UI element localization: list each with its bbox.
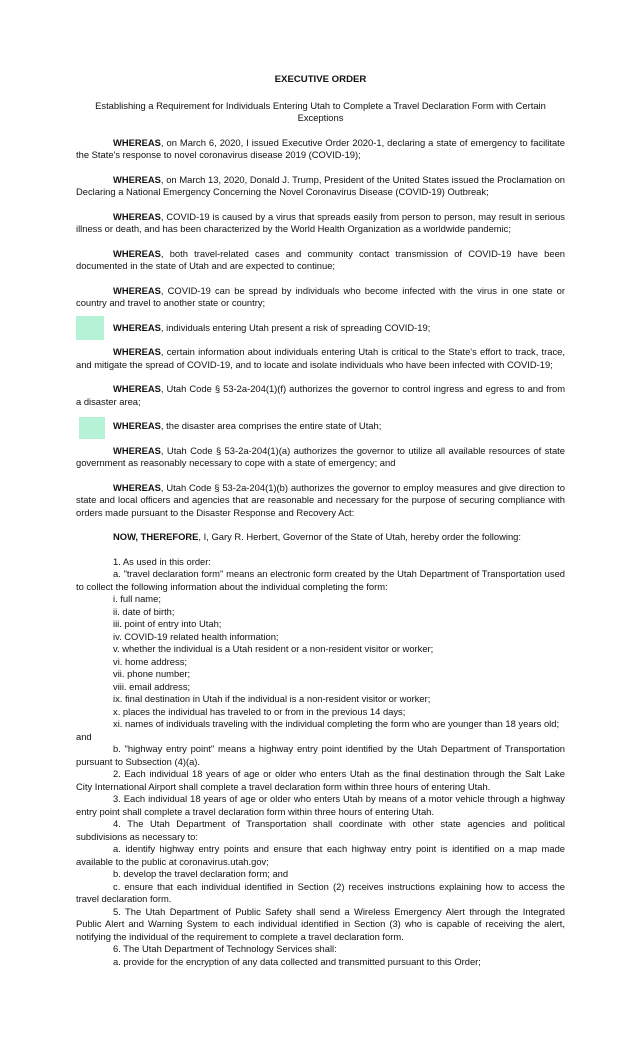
list-item: xi. names of individuals traveling with the individual completing the form who are younger than 18 years old; [113, 718, 560, 729]
whereas-clause: WHEREAS, Utah Code § 53-2a-204(1)(b) authorizes the governor to employ measures and give direction to state and local officers and agencies that are reasonable and necessary for the purpose of securing compliance with orders made pursuant to the Disaster Response and Recovery Act: [76, 481, 565, 518]
order-section-4c: c. ensure that each individual identified in Section (2) receives instructions explaining how to access the travel declaration form. [76, 880, 565, 904]
form-fields-list [76, 593, 565, 731]
whereas-clause: WHEREAS, individuals entering Utah present a risk of spreading COVID-19; [113, 321, 431, 333]
order-section-1a: a. "travel declaration form" means an electronic form created by the Utah Department of Transportation used to collect the following information about the individual completing the form: [76, 568, 565, 592]
whereas-clause: WHEREAS, both travel-related cases and community contact transmission of COVID-19 have been documented in the state of Utah and are expected to continue; [76, 247, 565, 271]
list-and: and [76, 730, 92, 742]
whereas-clause: WHEREAS, COVID-19 can be spread by individuals who become infected with the virus in one state or country and travel to another state or country; [76, 284, 565, 308]
whereas-clause: WHEREAS, on March 13, 2020, Donald J. Trump, President of the United States issued the Proclamation on Declaring a National Emergency Concerning the Novel Coronavirus Disease (COVID-19) Outbreak; [76, 173, 565, 197]
list-item: vi. home address; [113, 655, 187, 667]
order-section-1b: b. "highway entry point" means a highway entry point identified by the Utah Department of Transportation pursuant to Subsection (4)(a). [76, 743, 565, 767]
document-title: EXECUTIVE ORDER [274, 74, 367, 85]
order-section-4a: a. identify highway entry points and ensure that each highway entry point is identified on a map made available to the public at coronavirus.utah.gov; [76, 843, 565, 867]
order-section-4b: b. develop the travel declaration form; and [113, 868, 289, 879]
whereas-clauses [76, 137, 565, 544]
list-item: iii. point of entry into Utah; [113, 618, 222, 629]
whereas-clause: WHEREAS, certain information about individuals entering Utah is critical to the State's effort to track, trace, and mitigate the spread of COVID-19, and to locate and isolate individuals who have been infected with COVID-19; [76, 346, 565, 370]
whereas-clause: WHEREAS, COVID-19 is caused by a virus that spreads easily from person to person, may result in serious illness or death, and has been characterized by the World Health Organization as a worldwide pandemic; [76, 210, 565, 234]
whereas-clause: WHEREAS, on March 6, 2020, I issued Executive Order 2020-1, declaring a state of emergency to facilitate the State's response to novel coronavirus disease 2019 (COVID-19); [76, 136, 565, 160]
list-item: viii. email address; [113, 680, 191, 692]
order-section-6a: a. provide for the encryption of any data collected and transmitted pursuant to this Order; [113, 955, 481, 967]
whereas-clause: WHEREAS, Utah Code § 53-2a-204(1)(f) authorizes the governor to control ingress and egress to and from a disaster area; [76, 383, 565, 407]
order-section-5: 5. The Utah Department of Public Safety shall send a Wireless Emergency Alert through the Integrated Public Alert and Warning System to each individual identified in Section (3) who is capable of receiving the alert, notifying the individual of the requirement to complete a travel declaration form. [76, 905, 565, 942]
now-therefore-clause: NOW, THEREFORE, I, Gary R. Herbert, Governor of the State of Utah, hereby order the following: [113, 531, 521, 542]
order-section-4: 4. The Utah Department of Transportation shall coordinate with other state agencies and political subdivisions as necessary to: [76, 818, 565, 842]
document-body [76, 74, 565, 968]
list-item: v. whether the individual is a Utah resident or a non-resident visitor or worker; [113, 643, 434, 654]
order-section-2: 2. Each individual 18 years of age or older who enters Utah as the final destination through the Salt Lake City International Airport shall complete a travel declaration form within three hours of entering Utah. [76, 768, 565, 792]
list-item: ix. final destination in Utah if the individual is a non-resident visitor or worker; [113, 693, 431, 704]
list-item: ii. date of birth; [113, 605, 175, 617]
list-item: i. full name; [113, 593, 161, 604]
order-section-3: 3. Each individual 18 years of age or older who enters Utah by means of a motor vehicle through a highway entry point shall complete a travel declaration form within three hours of entering Utah. [76, 793, 565, 817]
order-section-1: 1. As used in this order: [113, 555, 211, 567]
list-item: vii. phone number; [113, 668, 191, 679]
document-subtitle: Establishing a Requirement for Individuals Entering Utah to Complete a Travel Declaration Form with Certain Exceptions [95, 99, 546, 123]
whereas-clause: WHEREAS, the disaster area comprises the entire state of Utah; [113, 420, 382, 431]
list-item: x. places the individual has traveled to or from in the previous 14 days; [113, 705, 406, 717]
list-item: iv. COVID-19 related health information; [113, 630, 279, 642]
whereas-clause: WHEREAS, Utah Code § 53-2a-204(1)(a) authorizes the governor to utilize all available resources of state government as reasonably necessary to cope with a state of emergency; and [76, 444, 565, 468]
order-sections [76, 556, 565, 969]
order-section-6: 6. The Utah Department of Technology Services shall: [113, 943, 337, 954]
